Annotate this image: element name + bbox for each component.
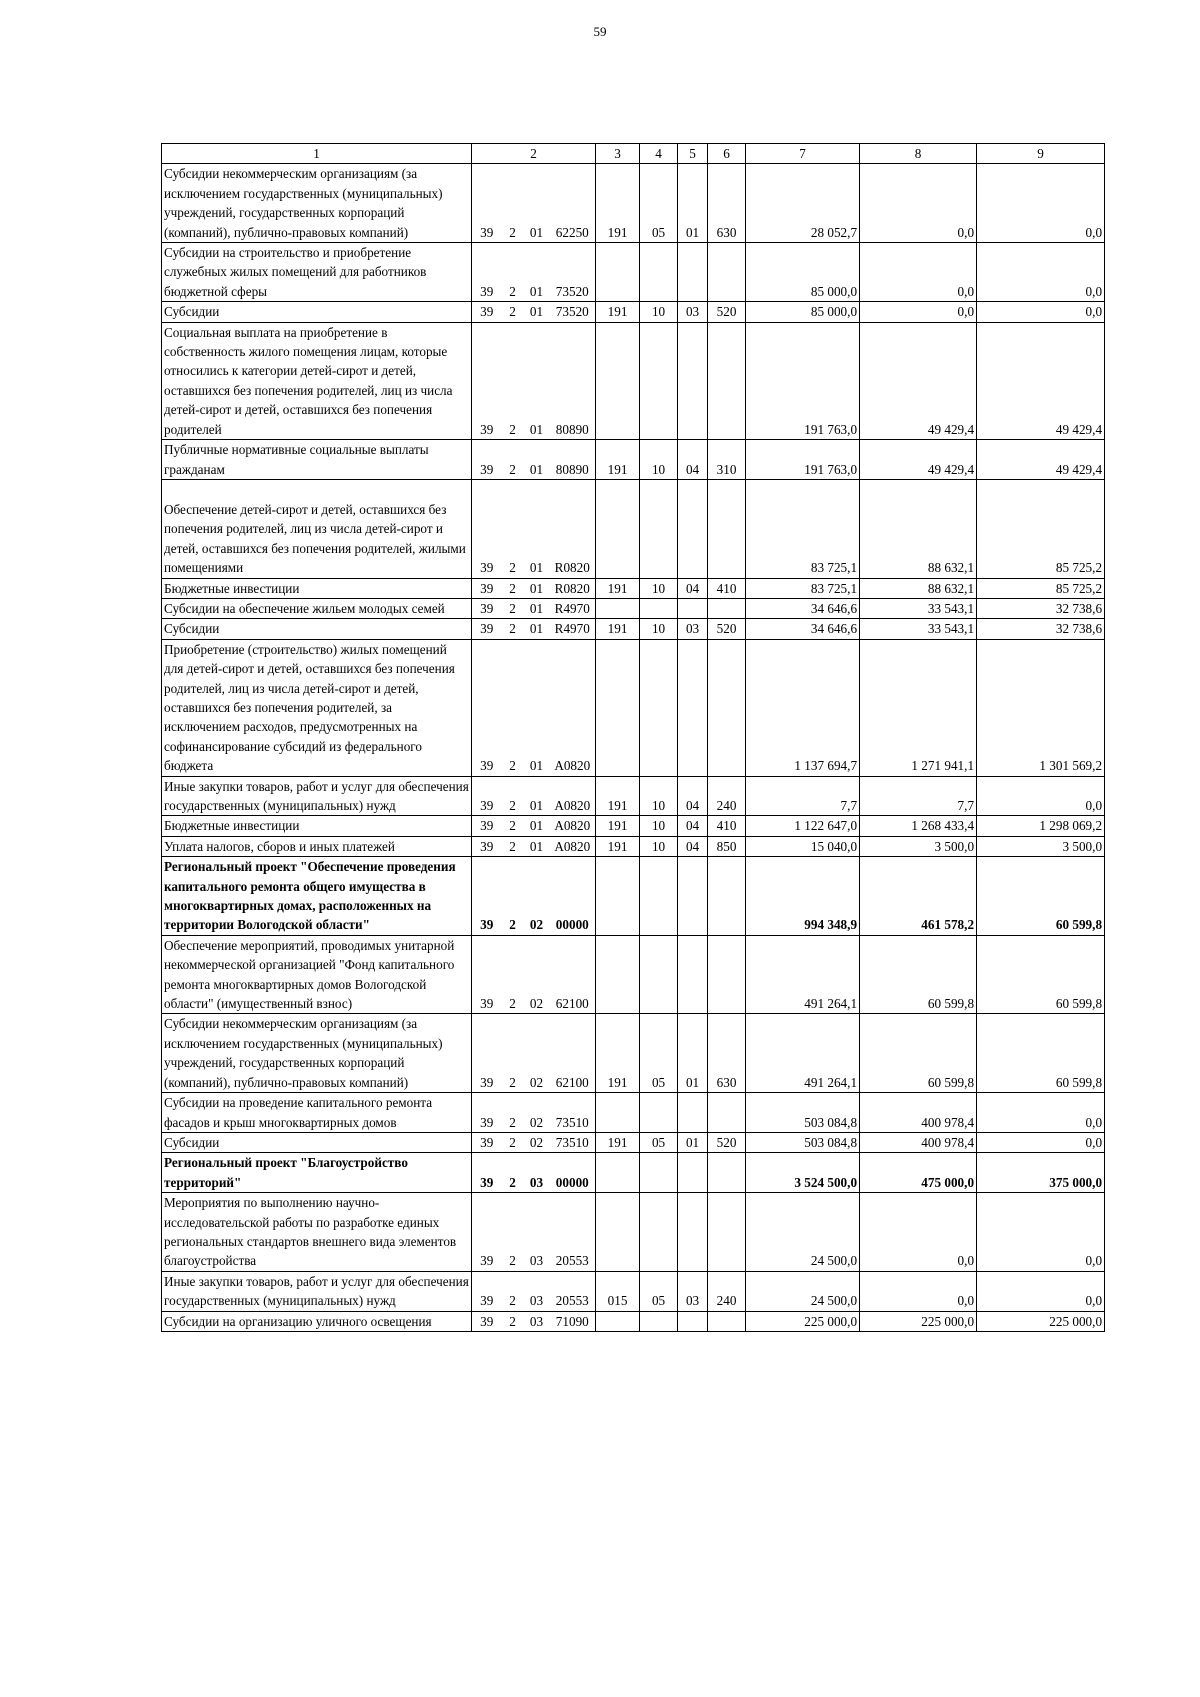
- row-name: Субсидии: [162, 302, 472, 322]
- table-row: [162, 776, 1105, 816]
- code-grbs: 191: [596, 1132, 640, 1152]
- code-subprogram: 2: [502, 1311, 524, 1331]
- amount-year-2: 33 543,1: [860, 598, 977, 618]
- amount-year-1: 28 052,7: [746, 164, 860, 243]
- code-subsection: 01: [678, 1014, 708, 1093]
- code-section: [640, 479, 678, 578]
- code-section: 05: [640, 1014, 678, 1093]
- code-direction: А0820: [550, 816, 596, 836]
- amount-year-1: 34 646,6: [746, 598, 860, 618]
- amount-year-2: 0,0: [860, 164, 977, 243]
- row-name: Бюджетные инвестиции: [162, 816, 472, 836]
- code-direction: А0820: [550, 776, 596, 816]
- code-expense-type: 310: [708, 440, 746, 480]
- amount-year-3: 0,0: [977, 1193, 1105, 1272]
- code-direction: R4970: [550, 619, 596, 639]
- code-program: 39: [472, 619, 502, 639]
- header-cell: 2: [472, 144, 596, 164]
- row-name: Субсидии на организацию уличного освещения: [162, 1311, 472, 1331]
- amount-year-2: 0,0: [860, 243, 977, 302]
- amount-year-3: 49 429,4: [977, 322, 1105, 439]
- header-cell: 8: [860, 144, 977, 164]
- code-project: 01: [524, 776, 550, 816]
- row-name: Субсидии на проведение капитального ремонта фасадов и крыш многоквартирных домов: [162, 1093, 472, 1133]
- code-direction: А0820: [550, 639, 596, 776]
- code-subsection: 04: [678, 816, 708, 836]
- code-subsection: 03: [678, 619, 708, 639]
- code-subprogram: 2: [502, 776, 524, 816]
- table-row: [162, 816, 1105, 836]
- amount-year-1: 83 725,1: [746, 479, 860, 578]
- amount-year-3: 32 738,6: [977, 619, 1105, 639]
- table-row: [162, 164, 1105, 243]
- amount-year-1: 994 348,9: [746, 857, 860, 936]
- code-section: 10: [640, 816, 678, 836]
- row-name: Публичные нормативные социальные выплаты гражданам: [162, 440, 472, 480]
- code-grbs: [596, 639, 640, 776]
- code-subprogram: 2: [502, 578, 524, 598]
- code-program: 39: [472, 1132, 502, 1152]
- code-subsection: [678, 1311, 708, 1331]
- header-cell: 4: [640, 144, 678, 164]
- amount-year-1: 7,7: [746, 776, 860, 816]
- code-project: 02: [524, 1132, 550, 1152]
- table-row: [162, 639, 1105, 776]
- table-row: [162, 1193, 1105, 1272]
- amount-year-3: 60 599,8: [977, 1014, 1105, 1093]
- code-subprogram: 2: [502, 639, 524, 776]
- code-subsection: 03: [678, 302, 708, 322]
- code-program: 39: [472, 1193, 502, 1272]
- table-row: [162, 1311, 1105, 1331]
- row-name: Субсидии на обеспечение жильем молодых семей: [162, 598, 472, 618]
- code-subsection: [678, 479, 708, 578]
- code-project: 02: [524, 857, 550, 936]
- code-section: 10: [640, 578, 678, 598]
- amount-year-3: 85 725,2: [977, 578, 1105, 598]
- code-expense-type: 630: [708, 1014, 746, 1093]
- code-project: 03: [524, 1153, 550, 1193]
- row-name: Субсидии некоммерческим организациям (за исключением государственных (муниципальных) учреждений, государственных корпораций (компаний), публично-правовых компаний): [162, 1014, 472, 1093]
- code-direction: 73520: [550, 243, 596, 302]
- amount-year-2: 60 599,8: [860, 1014, 977, 1093]
- code-program: 39: [472, 302, 502, 322]
- code-expense-type: 520: [708, 1132, 746, 1152]
- code-program: 39: [472, 322, 502, 439]
- code-expense-type: 240: [708, 1271, 746, 1311]
- amount-year-2: 0,0: [860, 1193, 977, 1272]
- code-expense-type: [708, 935, 746, 1014]
- code-project: 02: [524, 935, 550, 1014]
- code-program: 39: [472, 479, 502, 578]
- code-grbs: [596, 1153, 640, 1193]
- amount-year-2: 0,0: [860, 302, 977, 322]
- code-expense-type: 630: [708, 164, 746, 243]
- code-grbs: 191: [596, 836, 640, 856]
- amount-year-3: 375 000,0: [977, 1153, 1105, 1193]
- row-name: Бюджетные инвестиции: [162, 578, 472, 598]
- code-section: [640, 243, 678, 302]
- code-program: 39: [472, 776, 502, 816]
- amount-year-3: 1 301 569,2: [977, 639, 1105, 776]
- code-direction: 20553: [550, 1193, 596, 1272]
- code-subsection: [678, 322, 708, 439]
- code-project: 03: [524, 1311, 550, 1331]
- code-grbs: 191: [596, 440, 640, 480]
- code-grbs: [596, 1093, 640, 1133]
- code-program: 39: [472, 816, 502, 836]
- table-row: [162, 935, 1105, 1014]
- code-subprogram: 2: [502, 322, 524, 439]
- amount-year-2: 33 543,1: [860, 619, 977, 639]
- code-project: 02: [524, 1014, 550, 1093]
- amount-year-1: 1 137 694,7: [746, 639, 860, 776]
- table-row: [162, 578, 1105, 598]
- code-section: 05: [640, 1132, 678, 1152]
- code-subprogram: 2: [502, 816, 524, 836]
- amount-year-3: 0,0: [977, 1132, 1105, 1152]
- code-subsection: [678, 935, 708, 1014]
- code-subsection: 04: [678, 836, 708, 856]
- header-cell: 7: [746, 144, 860, 164]
- code-expense-type: [708, 857, 746, 936]
- table-row: [162, 1153, 1105, 1193]
- row-name: Региональный проект "Благоустройство территорий": [162, 1153, 472, 1193]
- table-row: [162, 302, 1105, 322]
- amount-year-2: 49 429,4: [860, 322, 977, 439]
- code-direction: 62100: [550, 935, 596, 1014]
- table-row: [162, 479, 1105, 578]
- code-expense-type: [708, 243, 746, 302]
- code-project: 02: [524, 1093, 550, 1133]
- table-header-row: [162, 144, 1105, 164]
- code-project: 01: [524, 479, 550, 578]
- code-project: 03: [524, 1193, 550, 1272]
- amount-year-1: 24 500,0: [746, 1271, 860, 1311]
- row-name: Социальная выплата на приобретение в собственность жилого помещения лицам, которые относились к категории детей-сирот и детей, оставшихся без попечения родителей, лиц из числа детей-сирот и детей, оставшихся без попечения родителей: [162, 322, 472, 439]
- code-project: 01: [524, 164, 550, 243]
- code-expense-type: 850: [708, 836, 746, 856]
- code-section: [640, 1311, 678, 1331]
- code-subprogram: 2: [502, 1014, 524, 1093]
- amount-year-1: 85 000,0: [746, 302, 860, 322]
- code-subprogram: 2: [502, 302, 524, 322]
- code-project: 01: [524, 322, 550, 439]
- table-row: [162, 1132, 1105, 1152]
- code-program: 39: [472, 1153, 502, 1193]
- table-row: [162, 440, 1105, 480]
- code-section: 10: [640, 619, 678, 639]
- amount-year-2: 88 632,1: [860, 479, 977, 578]
- code-subsection: [678, 1093, 708, 1133]
- code-program: 39: [472, 598, 502, 618]
- code-grbs: [596, 479, 640, 578]
- code-project: 01: [524, 598, 550, 618]
- code-grbs: [596, 322, 640, 439]
- amount-year-3: 0,0: [977, 164, 1105, 243]
- code-subprogram: 2: [502, 1193, 524, 1272]
- code-expense-type: [708, 479, 746, 578]
- row-name: Уплата налогов, сборов и иных платежей: [162, 836, 472, 856]
- code-direction: А0820: [550, 836, 596, 856]
- table-row: [162, 1271, 1105, 1311]
- row-name: Субсидии: [162, 1132, 472, 1152]
- code-expense-type: [708, 1093, 746, 1133]
- amount-year-1: 503 084,8: [746, 1093, 860, 1133]
- amount-year-1: 191 763,0: [746, 322, 860, 439]
- code-section: [640, 935, 678, 1014]
- table-row: [162, 598, 1105, 618]
- code-program: 39: [472, 164, 502, 243]
- amount-year-1: 15 040,0: [746, 836, 860, 856]
- code-subprogram: 2: [502, 619, 524, 639]
- code-subprogram: 2: [502, 479, 524, 578]
- code-direction: 62100: [550, 1014, 596, 1093]
- amount-year-2: 49 429,4: [860, 440, 977, 480]
- code-grbs: 191: [596, 578, 640, 598]
- code-direction: 80890: [550, 322, 596, 439]
- code-grbs: 191: [596, 816, 640, 836]
- code-grbs: [596, 243, 640, 302]
- code-section: [640, 322, 678, 439]
- table-row: [162, 1093, 1105, 1133]
- amount-year-1: 3 524 500,0: [746, 1153, 860, 1193]
- code-grbs: [596, 598, 640, 618]
- code-subsection: 03: [678, 1271, 708, 1311]
- amount-year-3: 85 725,2: [977, 479, 1105, 578]
- code-project: 01: [524, 578, 550, 598]
- row-name: Региональный проект "Обеспечение проведения капитального ремонта общего имущества в многоквартирных домах, расположенных на территории Вологодской области": [162, 857, 472, 936]
- table-row: [162, 619, 1105, 639]
- amount-year-3: 3 500,0: [977, 836, 1105, 856]
- header-cell: 9: [977, 144, 1105, 164]
- code-subsection: 04: [678, 578, 708, 598]
- code-program: 39: [472, 1271, 502, 1311]
- code-direction: R0820: [550, 479, 596, 578]
- code-subprogram: 2: [502, 598, 524, 618]
- amount-year-3: 0,0: [977, 776, 1105, 816]
- code-program: 39: [472, 935, 502, 1014]
- code-expense-type: 520: [708, 619, 746, 639]
- row-name: Субсидии: [162, 619, 472, 639]
- code-program: 39: [472, 836, 502, 856]
- code-section: [640, 1153, 678, 1193]
- amount-year-2: 1 271 941,1: [860, 639, 977, 776]
- amount-year-2: 400 978,4: [860, 1132, 977, 1152]
- code-section: 10: [640, 836, 678, 856]
- code-subprogram: 2: [502, 836, 524, 856]
- code-section: [640, 598, 678, 618]
- code-direction: R4970: [550, 598, 596, 618]
- code-subsection: [678, 598, 708, 618]
- amount-year-1: 24 500,0: [746, 1193, 860, 1272]
- row-name: Субсидии на строительство и приобретение служебных жилых помещений для работников бюджетной сферы: [162, 243, 472, 302]
- amount-year-3: 60 599,8: [977, 857, 1105, 936]
- budget-table: [161, 143, 1105, 1332]
- code-subsection: [678, 857, 708, 936]
- code-project: 01: [524, 619, 550, 639]
- code-section: [640, 857, 678, 936]
- code-project: 03: [524, 1271, 550, 1311]
- amount-year-2: 60 599,8: [860, 935, 977, 1014]
- code-grbs: 191: [596, 776, 640, 816]
- amount-year-2: 88 632,1: [860, 578, 977, 598]
- code-expense-type: 520: [708, 302, 746, 322]
- code-section: [640, 1093, 678, 1133]
- amount-year-2: 400 978,4: [860, 1093, 977, 1133]
- code-project: 01: [524, 440, 550, 480]
- code-project: 01: [524, 816, 550, 836]
- amount-year-3: 49 429,4: [977, 440, 1105, 480]
- code-direction: 73520: [550, 302, 596, 322]
- amount-year-2: 3 500,0: [860, 836, 977, 856]
- code-subsection: [678, 639, 708, 776]
- code-direction: 00000: [550, 1153, 596, 1193]
- code-direction: R0820: [550, 578, 596, 598]
- code-direction: 62250: [550, 164, 596, 243]
- code-section: 05: [640, 164, 678, 243]
- code-subprogram: 2: [502, 440, 524, 480]
- amount-year-3: 0,0: [977, 1093, 1105, 1133]
- code-grbs: 191: [596, 619, 640, 639]
- amount-year-1: 1 122 647,0: [746, 816, 860, 836]
- code-program: 39: [472, 1093, 502, 1133]
- code-direction: 73510: [550, 1132, 596, 1152]
- amount-year-3: 225 000,0: [977, 1311, 1105, 1331]
- amount-year-1: 85 000,0: [746, 243, 860, 302]
- amount-year-3: 1 298 069,2: [977, 816, 1105, 836]
- code-subsection: 01: [678, 1132, 708, 1152]
- page-number: 59: [593, 24, 607, 39]
- code-section: [640, 639, 678, 776]
- code-direction: 20553: [550, 1271, 596, 1311]
- code-subsection: [678, 1153, 708, 1193]
- code-expense-type: 410: [708, 816, 746, 836]
- row-name: Обеспечение детей-сирот и детей, оставшихся без попечения родителей, лиц из числа детей-сирот и детей, оставшихся без попечения родителей, жилыми помещениями: [162, 479, 472, 578]
- code-grbs: [596, 857, 640, 936]
- code-section: 05: [640, 1271, 678, 1311]
- code-program: 39: [472, 857, 502, 936]
- amount-year-1: 491 264,1: [746, 1014, 860, 1093]
- code-subsection: 04: [678, 776, 708, 816]
- code-subprogram: 2: [502, 1093, 524, 1133]
- row-name: Субсидии некоммерческим организациям (за исключением государственных (муниципальных) учреждений, государственных корпораций (компаний), публично-правовых компаний): [162, 164, 472, 243]
- code-expense-type: [708, 1311, 746, 1331]
- header-cell: 1: [162, 144, 472, 164]
- table-row: [162, 836, 1105, 856]
- code-project: 01: [524, 302, 550, 322]
- code-project: 01: [524, 639, 550, 776]
- header-cell: 6: [708, 144, 746, 164]
- code-subsection: 01: [678, 164, 708, 243]
- code-project: 01: [524, 243, 550, 302]
- amount-year-3: 60 599,8: [977, 935, 1105, 1014]
- code-subprogram: 2: [502, 935, 524, 1014]
- code-direction: 71090: [550, 1311, 596, 1331]
- code-subsection: 04: [678, 440, 708, 480]
- row-name: Иные закупки товаров, работ и услуг для обеспечения государственных (муниципальных) нужд: [162, 1271, 472, 1311]
- code-subprogram: 2: [502, 1153, 524, 1193]
- code-grbs: [596, 1193, 640, 1272]
- amount-year-3: 0,0: [977, 302, 1105, 322]
- amount-year-2: 475 000,0: [860, 1153, 977, 1193]
- code-subprogram: 2: [502, 1132, 524, 1152]
- row-name: Иные закупки товаров, работ и услуг для обеспечения государственных (муниципальных) нужд: [162, 776, 472, 816]
- table-row: [162, 322, 1105, 439]
- code-program: 39: [472, 440, 502, 480]
- table-row: [162, 857, 1105, 936]
- amount-year-1: 83 725,1: [746, 578, 860, 598]
- code-program: 39: [472, 578, 502, 598]
- code-subprogram: 2: [502, 243, 524, 302]
- code-subsection: [678, 1193, 708, 1272]
- amount-year-1: 191 763,0: [746, 440, 860, 480]
- amount-year-2: 1 268 433,4: [860, 816, 977, 836]
- code-subprogram: 2: [502, 857, 524, 936]
- code-expense-type: [708, 1153, 746, 1193]
- row-name: Мероприятия по выполнению научно-исследовательской работы по разработке единых региональных стандартов внешнего вида элементов благоустройства: [162, 1193, 472, 1272]
- code-program: 39: [472, 1311, 502, 1331]
- code-expense-type: [708, 1193, 746, 1272]
- code-program: 39: [472, 1014, 502, 1093]
- amount-year-2: 7,7: [860, 776, 977, 816]
- header-cell: 5: [678, 144, 708, 164]
- amount-year-1: 225 000,0: [746, 1311, 860, 1331]
- code-section: 10: [640, 776, 678, 816]
- code-direction: 80890: [550, 440, 596, 480]
- amount-year-3: 32 738,6: [977, 598, 1105, 618]
- amount-year-2: 461 578,2: [860, 857, 977, 936]
- amount-year-1: 491 264,1: [746, 935, 860, 1014]
- code-direction: 00000: [550, 857, 596, 936]
- amount-year-2: 225 000,0: [860, 1311, 977, 1331]
- code-subsection: [678, 243, 708, 302]
- code-expense-type: [708, 322, 746, 439]
- row-name: Обеспечение мероприятий, проводимых унитарной некоммерческой организацией "Фонд капитального ремонта многоквартирных домов Вологодской области" (имущественный взнос): [162, 935, 472, 1014]
- code-project: 01: [524, 836, 550, 856]
- code-program: 39: [472, 639, 502, 776]
- code-grbs: 191: [596, 1014, 640, 1093]
- table-row: [162, 1014, 1105, 1093]
- code-grbs: [596, 1311, 640, 1331]
- table-row: [162, 243, 1105, 302]
- amount-year-3: 0,0: [977, 243, 1105, 302]
- amount-year-2: 0,0: [860, 1271, 977, 1311]
- amount-year-1: 34 646,6: [746, 619, 860, 639]
- amount-year-3: 0,0: [977, 1271, 1105, 1311]
- code-expense-type: [708, 598, 746, 618]
- amount-year-1: 503 084,8: [746, 1132, 860, 1152]
- code-direction: 73510: [550, 1093, 596, 1133]
- code-expense-type: 240: [708, 776, 746, 816]
- code-section: 10: [640, 440, 678, 480]
- code-section: 10: [640, 302, 678, 322]
- code-subprogram: 2: [502, 164, 524, 243]
- code-grbs: 015: [596, 1271, 640, 1311]
- code-section: [640, 1193, 678, 1272]
- header-cell: 3: [596, 144, 640, 164]
- code-grbs: [596, 935, 640, 1014]
- code-program: 39: [472, 243, 502, 302]
- code-subprogram: 2: [502, 1271, 524, 1311]
- code-grbs: 191: [596, 164, 640, 243]
- row-name: Приобретение (строительство) жилых помещений для детей-сирот и детей, оставшихся без попечения родителей, лиц из числа детей-сирот и детей, оставшихся без попечения родителей, за исключением расходов, предусмотренных на софинансирование субсидий из федерального бюджета: [162, 639, 472, 776]
- code-grbs: 191: [596, 302, 640, 322]
- code-expense-type: 410: [708, 578, 746, 598]
- code-expense-type: [708, 639, 746, 776]
